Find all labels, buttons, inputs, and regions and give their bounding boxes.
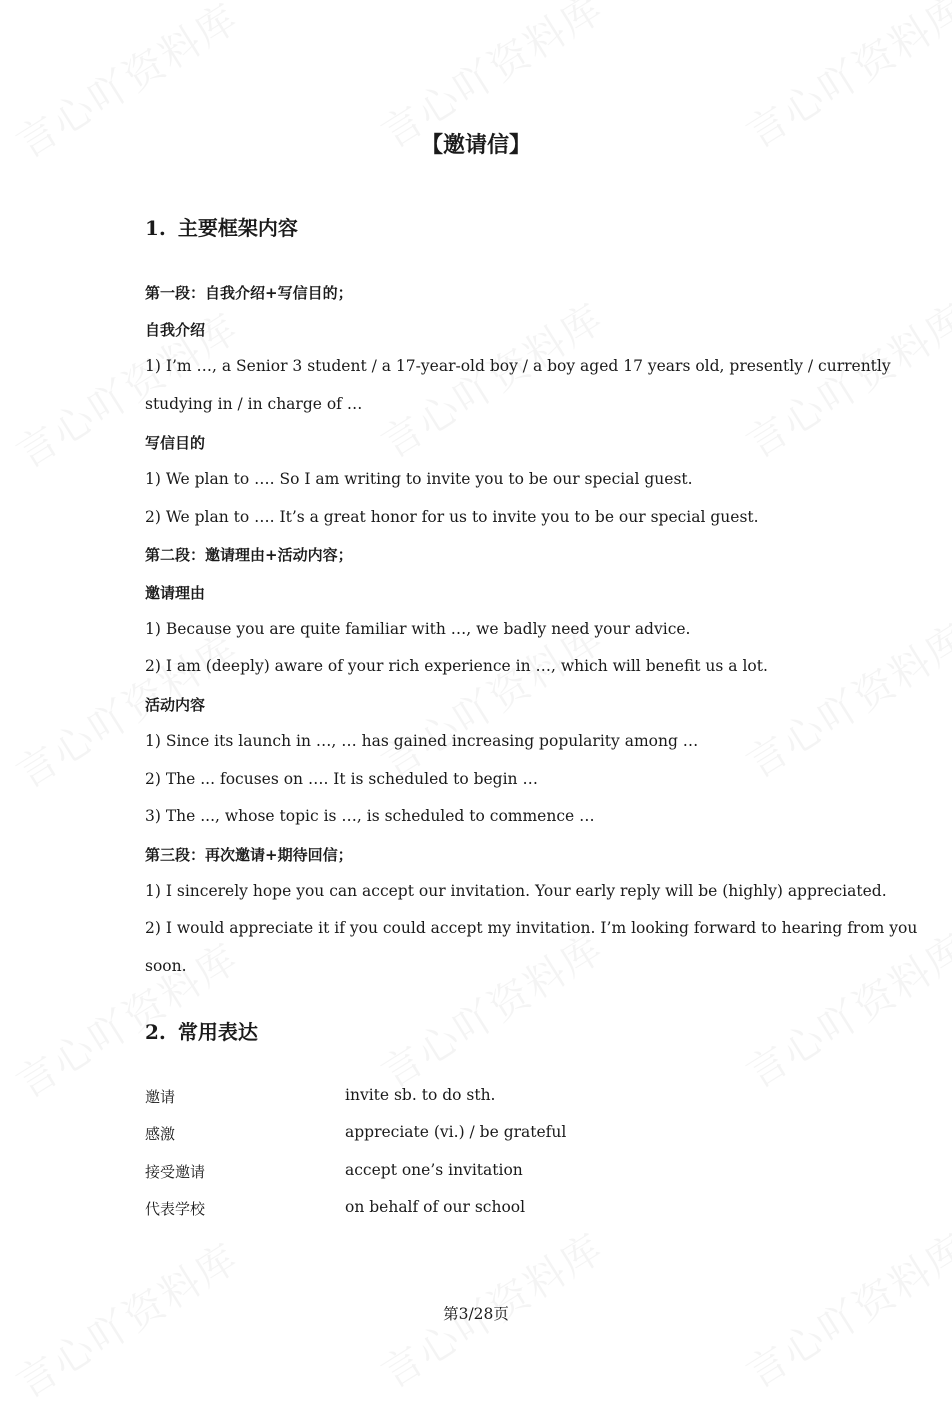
section-1-title: 主要框架内容 bbox=[177, 216, 298, 240]
expression-chinese: 代表学校 bbox=[145, 1200, 206, 1218]
activity-line-2: 2) The ... focuses on …. It is scheduled to begin … bbox=[145, 770, 538, 788]
closing-line-2b: soon. bbox=[145, 957, 187, 975]
expression-english: on behalf of our school bbox=[345, 1198, 526, 1216]
expression-chinese: 邀请 bbox=[145, 1088, 176, 1106]
purpose-label: 写信目的 bbox=[145, 434, 206, 452]
activity-line-3: 3) The ..., whose topic is …, is scheduled to commence … bbox=[145, 807, 595, 825]
paragraph-3-label: 第三段：再次邀请+期待回信； bbox=[145, 846, 353, 864]
purpose-line-1: 1) We plan to …. So I am writing to invite you to be our special guest. bbox=[145, 470, 693, 488]
activity-label: 活动内容 bbox=[145, 696, 206, 714]
section-2-heading bbox=[145, 1016, 258, 1045]
reason-line-2: 2) I am (deeply) aware of your rich experience in …, which will benefit us a lot. bbox=[145, 657, 768, 675]
activity-line-1: 1) Since its launch in …, … has gained increasing popularity among … bbox=[145, 732, 699, 750]
reason-line-1: 1) Because you are quite familiar with …, we badly need your advice. bbox=[145, 620, 691, 638]
section-1-number: 1. bbox=[145, 216, 166, 240]
expression-english: appreciate (vi.) / be grateful bbox=[345, 1123, 567, 1141]
intro-line-1: 1) I’m …, a Senior 3 student / a 17-year-old boy / a boy aged 17 years old, presently / currently bbox=[145, 357, 891, 375]
page-title: 【邀请信】 bbox=[420, 133, 531, 158]
section-1-heading bbox=[145, 212, 298, 241]
intro-line-2: studying in / in charge of … bbox=[145, 395, 363, 413]
expression-chinese: 接受邀请 bbox=[145, 1163, 206, 1181]
section-2-title: 常用表达 bbox=[177, 1020, 258, 1044]
closing-line-1: 1) I sincerely hope you can accept our invitation. Your early reply will be (highly) appreciated. bbox=[145, 882, 887, 900]
expression-english: invite sb. to do sth. bbox=[345, 1086, 496, 1104]
page-number: 第3/28页 bbox=[443, 1305, 509, 1323]
watermark bbox=[369, 918, 613, 1100]
expression-english: accept one’s invitation bbox=[345, 1161, 523, 1179]
section-2-number: 2. bbox=[145, 1020, 166, 1044]
intro-label: 自我介绍 bbox=[145, 321, 206, 339]
purpose-line-2: 2) We plan to …. It’s a great honor for us to invite you to be our special guest. bbox=[145, 508, 759, 526]
reason-label: 邀请理由 bbox=[145, 584, 206, 602]
paragraph-1-label: 第一段：自我介绍+写信目的； bbox=[145, 284, 353, 302]
expression-chinese: 感激 bbox=[145, 1125, 176, 1143]
watermark bbox=[734, 918, 952, 1100]
closing-line-2a: 2) I would appreciate it if you could accept my invitation. I’m looking forward to hearing from you bbox=[145, 919, 918, 937]
paragraph-2-label: 第二段：邀请理由+活动内容； bbox=[145, 546, 353, 564]
